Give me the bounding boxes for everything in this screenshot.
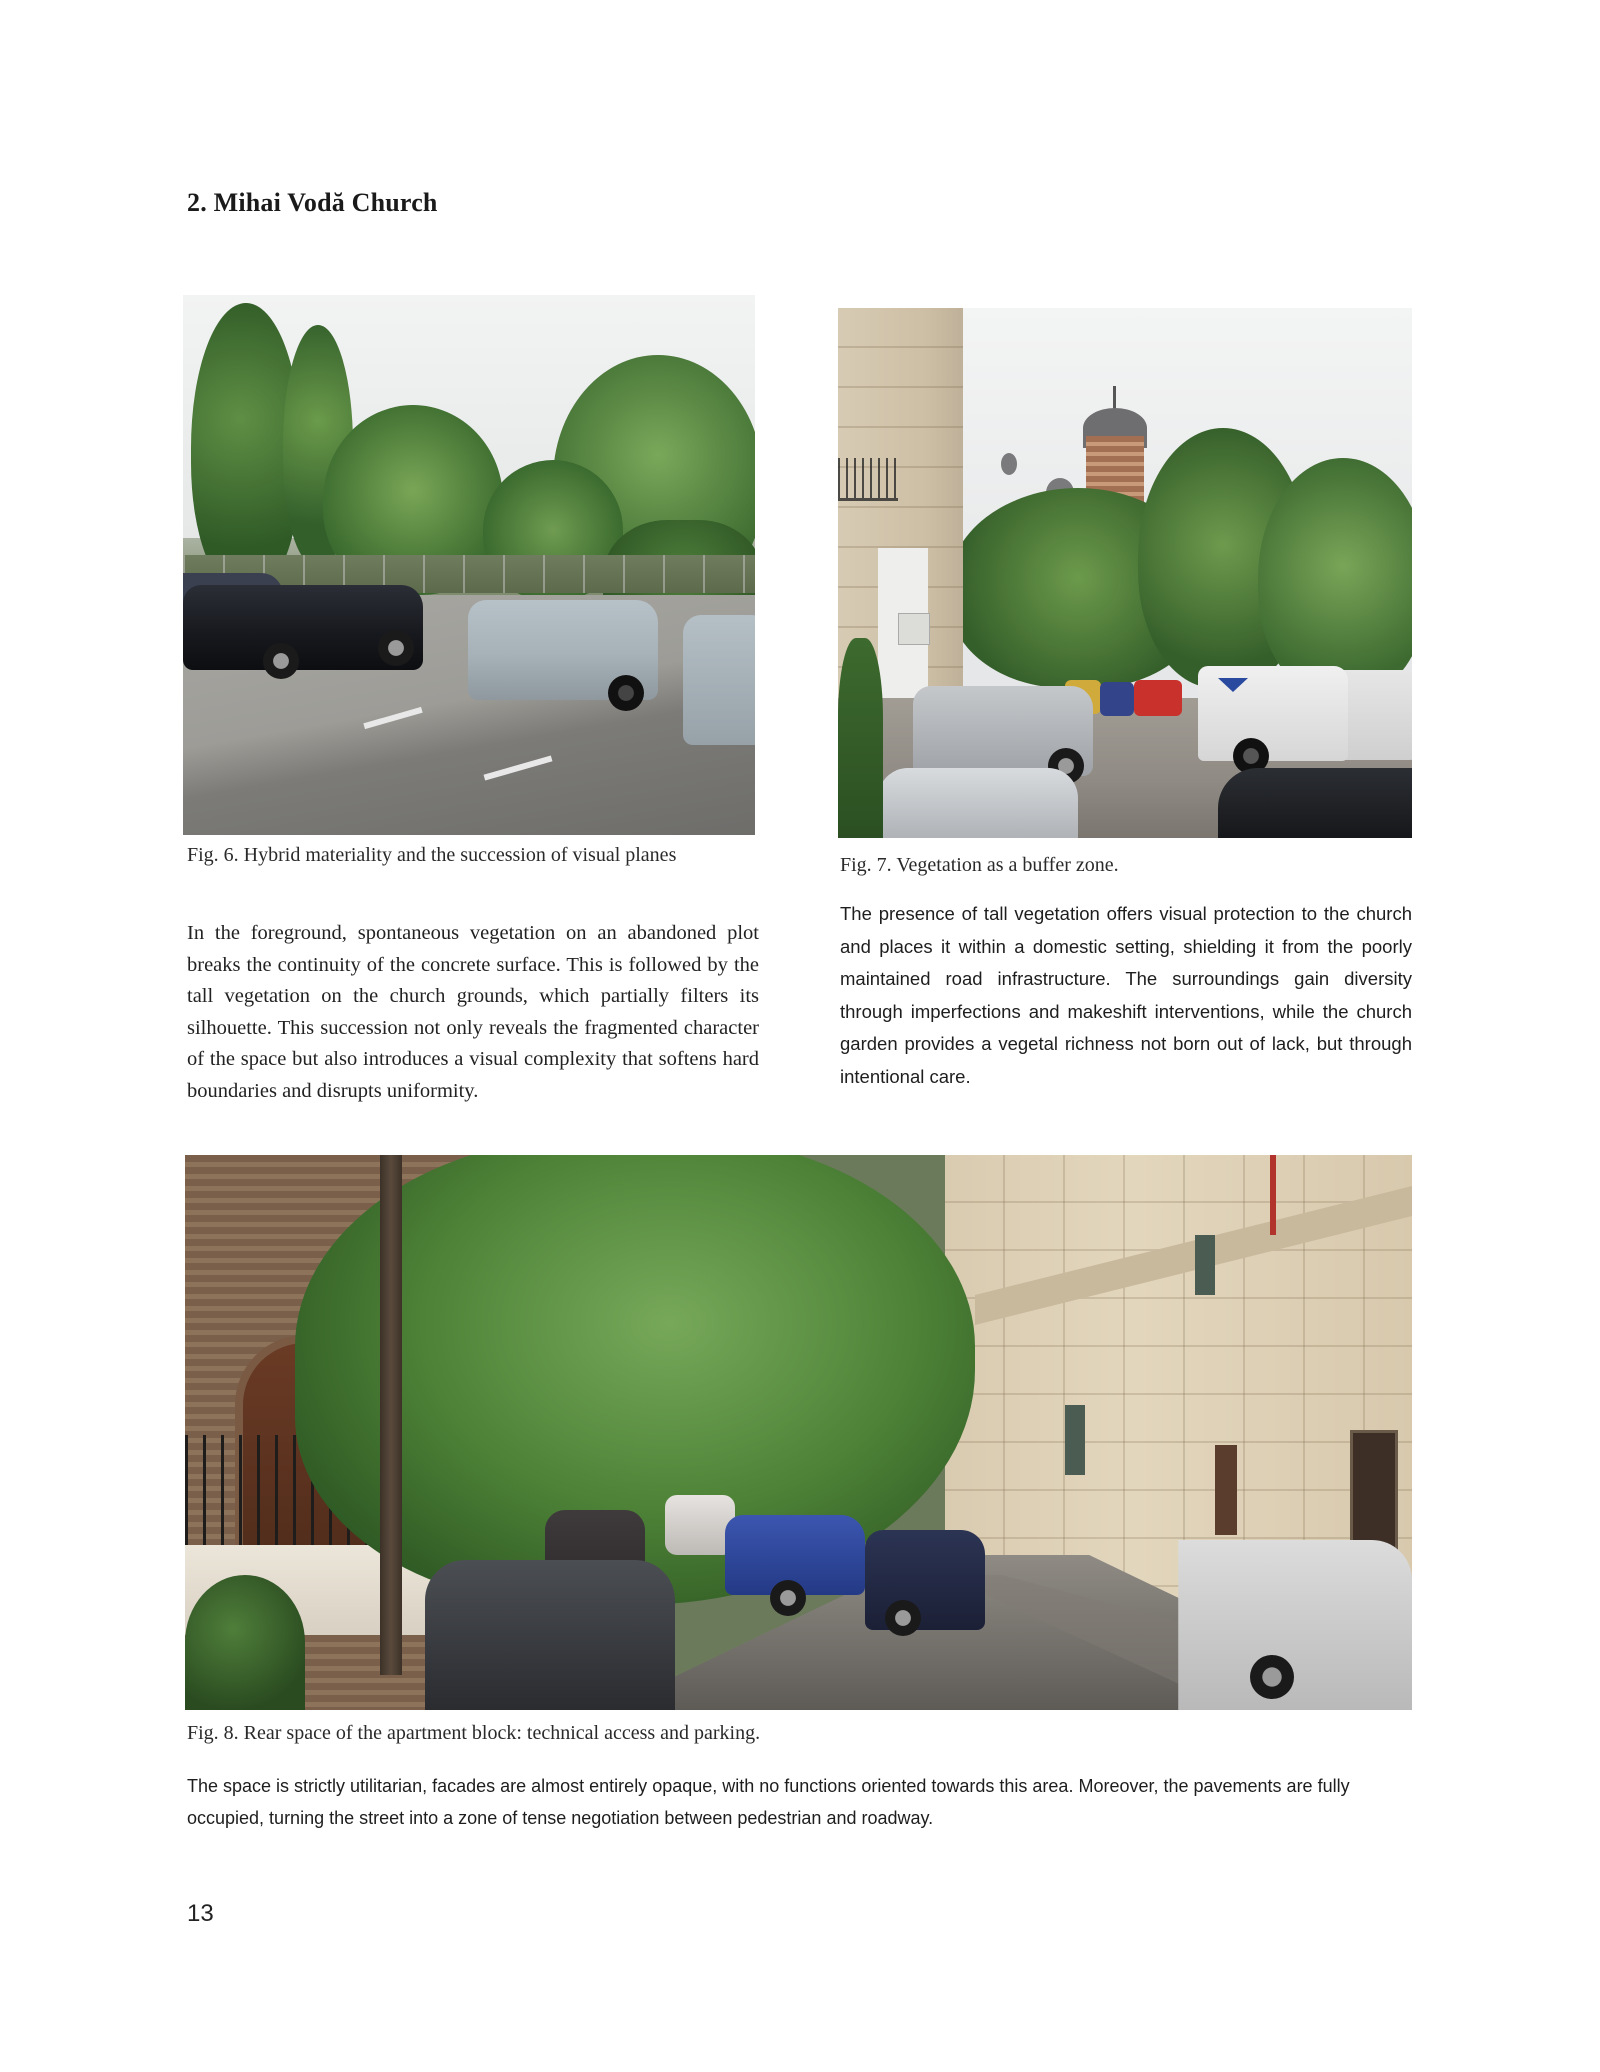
figure-8-caption: Fig. 8. Rear space of the apartment block: technical access and parking. bbox=[187, 1722, 761, 1744]
figure-8-photo bbox=[185, 1155, 1412, 1710]
figure-7-caption: Fig. 7. Vegetation as a buffer zone. bbox=[840, 854, 1119, 876]
section-heading: 2. Mihai Vodă Church bbox=[187, 188, 438, 217]
wheel bbox=[770, 1580, 806, 1616]
paragraph-left: In the foreground, spontaneous vegetation on an abandoned plot breaks the continuity of the concrete surface. This is followed by the tall vegetation on the church grounds, which partially filters its silhouette. This succession not only reveals the fragmented character of the space but also introduces a visual complexity that softens hard boundaries and disrupts uniformity. bbox=[187, 922, 759, 1102]
tree-trunk bbox=[380, 1155, 402, 1675]
church-dome bbox=[1001, 453, 1017, 475]
door bbox=[1215, 1445, 1237, 1535]
car-blue bbox=[1100, 682, 1134, 716]
balcony-railing bbox=[838, 458, 898, 501]
wheel bbox=[1250, 1655, 1294, 1699]
car-silver-suv bbox=[683, 615, 755, 745]
shrub bbox=[185, 1575, 305, 1710]
paragraph-bottom: The space is strictly utilitarian, facades are almost entirely opaque, with no functions oriented towards this area. Moreover, the pavements are fully occupied, turning the street into a zone of tense negotiation between pedestrian and roadway. bbox=[187, 1776, 1350, 1828]
figure-7-photo bbox=[838, 308, 1412, 838]
window bbox=[1065, 1405, 1085, 1475]
wheel bbox=[608, 675, 644, 711]
tree bbox=[1258, 458, 1412, 698]
window bbox=[1195, 1235, 1215, 1295]
wheel bbox=[378, 630, 414, 666]
car-red bbox=[1134, 680, 1182, 716]
figure-6-photo bbox=[183, 295, 755, 835]
car-navy-suv bbox=[865, 1530, 985, 1630]
figure-6-caption: Fig. 6. Hybrid materiality and the succession of visual planes bbox=[187, 844, 677, 866]
car-dark-foreground bbox=[1218, 768, 1412, 838]
paragraph-right: The presence of tall vegetation offers visual protection to the church and places it within a domestic setting, shielding it from the poorly maintained road infrastructure. The surroundings gain diversity through imperfections and makeshift interventions, while the church garden provides a vegetal richness not born out of lack, but through intentional care. bbox=[840, 903, 1412, 1087]
shrub bbox=[838, 638, 883, 838]
car-gray-honda bbox=[425, 1560, 675, 1710]
page-number: 13 bbox=[187, 1900, 214, 1927]
wheel bbox=[263, 643, 299, 679]
ac-unit bbox=[898, 613, 930, 645]
car-foreground bbox=[878, 768, 1078, 838]
red-pipe bbox=[1270, 1155, 1276, 1235]
door bbox=[1350, 1430, 1398, 1556]
wheel bbox=[885, 1600, 921, 1636]
church-cross bbox=[1113, 386, 1116, 410]
